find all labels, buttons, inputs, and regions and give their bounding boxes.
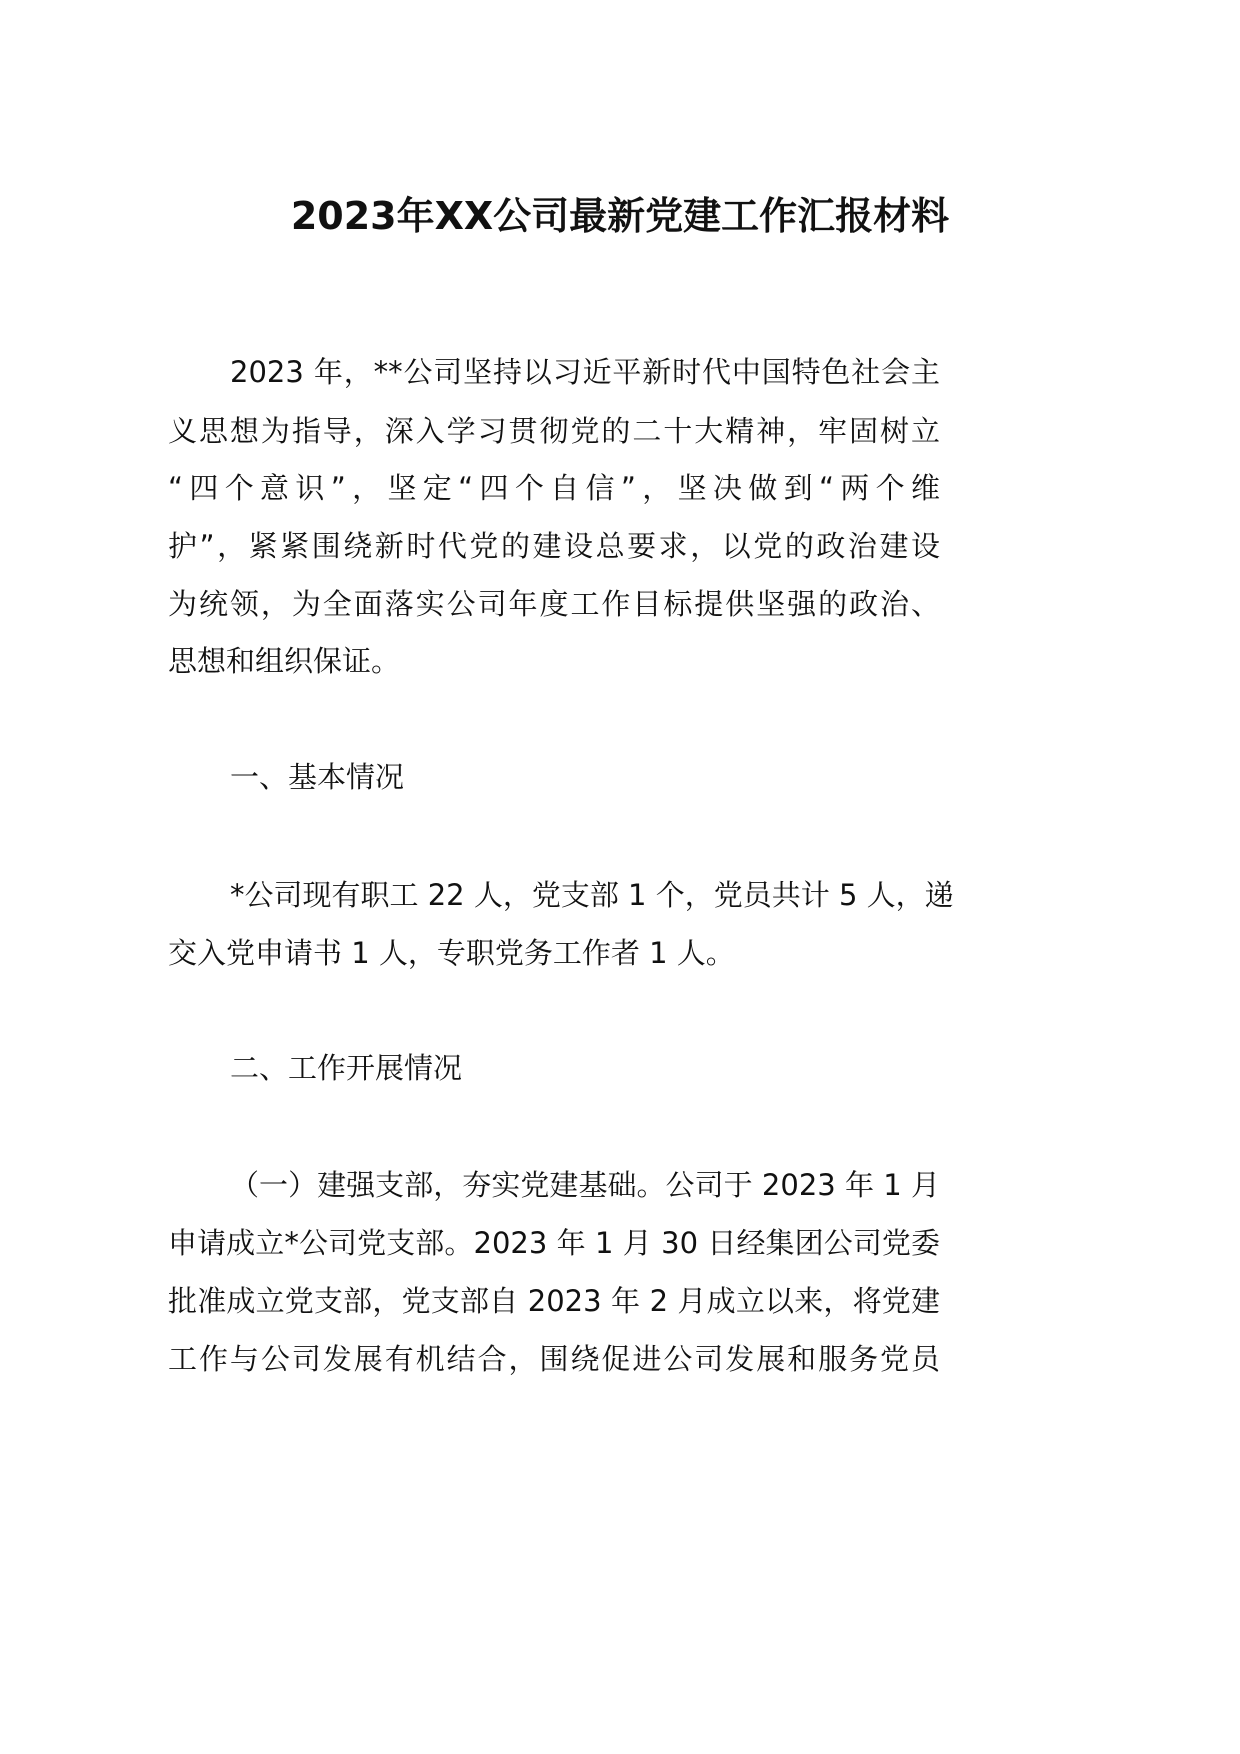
intro-line: 为统领，为全面落实公司年度工作目标提供坚强的政治、 (168, 587, 940, 621)
work-line: 工作与公司发展有机结合，围绕促进公司发展和服务党员 (168, 1342, 940, 1376)
basic-line: 交入党申请书 1 人，专职党务工作者 1 人。 (168, 936, 735, 970)
intro-line: 护”，紧紧围绕新时代党的建设总要求，以党的政治建设 (168, 529, 940, 563)
work-line: 申请成立*公司党支部。2023 年 1 月 30 日经集团公司党委 (168, 1226, 940, 1260)
basic-line: *公司现有职工 22 人，党支部 1 个，党员共计 5 人，递 (230, 878, 954, 912)
section-heading-basic: 一、基本情况 (230, 760, 405, 794)
work-line: （一）建强支部，夯实党建基础。公司于 2023 年 1 月 (230, 1168, 940, 1202)
intro-line: “四个意识”，坚定“四个自信”，坚决做到“两个维 (168, 471, 940, 505)
section-heading-work: 二、工作开展情况 (230, 1051, 463, 1085)
intro-line: 义思想为指导，深入学习贯彻党的二十大精神，牢固树立 (168, 414, 940, 448)
intro-line: 2023 年，**公司坚持以习近平新时代中国特色社会主 (230, 355, 940, 389)
document-title: 2023年XX公司最新党建工作汇报材料 (290, 194, 950, 238)
work-line: 批准成立党支部，党支部自 2023 年 2 月成立以来，将党建 (168, 1284, 940, 1318)
intro-line: 思想和组织保证。 (168, 644, 401, 678)
